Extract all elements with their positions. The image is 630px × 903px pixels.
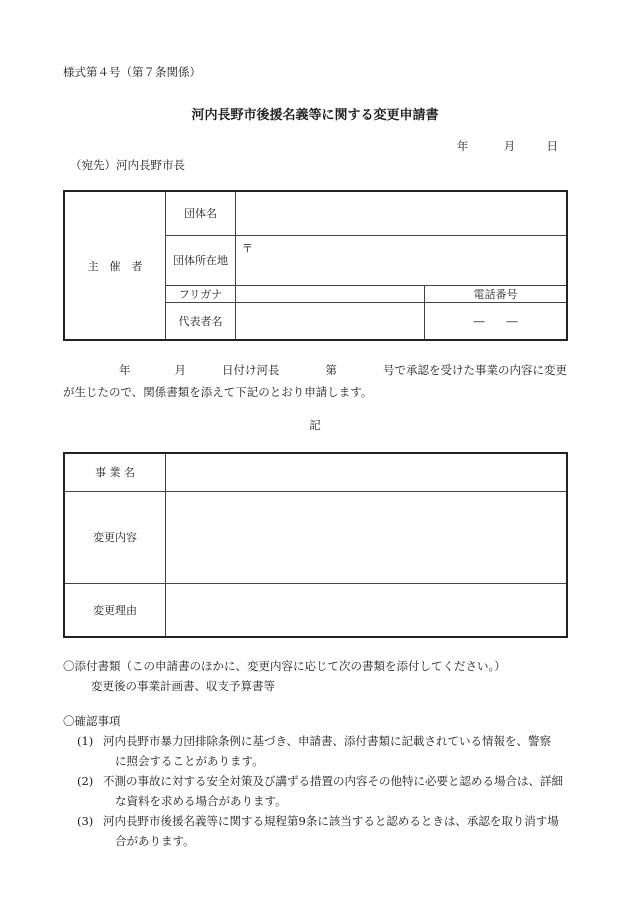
attachments-section: [63, 656, 568, 696]
project-name-label: 事 業 名: [64, 453, 166, 491]
form-number: 様式第４号（第７条関係）: [63, 65, 201, 79]
confirmation-item-1: [63, 731, 568, 771]
representative-field[interactable]: [235, 302, 424, 340]
confirmation-text-1a: 河内長野市暴力団排除条例に基づき、申請書、添付書類に記載されている情報を、警察: [103, 734, 552, 748]
phone-label: 電話番号: [424, 285, 567, 302]
confirmation-text-2a: 不測の事故に対する安全対策及び講ずる措置の内容その他特に必要と認める場合は、詳細: [103, 774, 563, 788]
confirmations-heading: 〇確認事項: [63, 714, 121, 728]
confirmation-item-3: [63, 811, 568, 851]
date-line: [457, 138, 558, 154]
group-address-field[interactable]: [235, 235, 567, 285]
phone-field[interactable]: ― ―: [424, 302, 567, 340]
confirmation-text-1b: に照会することがあります。: [115, 754, 264, 768]
confirmation-item-2: [63, 771, 568, 811]
confirmation-num-3: (3): [77, 814, 94, 828]
furigana-field[interactable]: [235, 285, 424, 302]
date-day-label: 日: [546, 139, 558, 153]
intro-number-prefix: 第: [325, 363, 337, 377]
confirmation-num-1: (1): [77, 734, 94, 748]
intro-paragraph: [63, 359, 568, 403]
change-content-field[interactable]: [166, 491, 567, 583]
change-reason-field[interactable]: [166, 583, 567, 637]
change-reason-label: 変更理由: [64, 583, 166, 637]
date-year-label: 年: [456, 139, 469, 153]
group-address-label: 団体所在地: [166, 235, 236, 285]
attachments-heading: 〇添付書類（この申請書のほかに、変更内容に応じて次の書類を添付してください。）: [63, 659, 506, 673]
group-name-field[interactable]: [235, 191, 567, 235]
confirmation-text-3a: 河内長野市後援名義等に関する規程第9条に該当すると認めるときは、承認を取り消す場: [103, 814, 559, 828]
representative-label: 代表者名: [166, 302, 236, 340]
confirmation-text-2b: な資料を求める場合があります。: [115, 794, 287, 808]
confirmation-text-3b: 合があります。: [115, 834, 195, 848]
confirmation-num-2: (2): [77, 774, 94, 788]
confirmations-section: [63, 711, 568, 851]
organizer-label: 主 催 者: [64, 191, 166, 340]
addressee: （宛先）河内長野市長: [70, 158, 185, 172]
intro-year: 年: [119, 363, 131, 377]
postal-mark: 〒: [241, 241, 253, 255]
attachments-item: 変更後の事業計画書、収支予算書等: [91, 679, 275, 693]
intro-text-1: 号で承認を受けた事業の内容に変更: [383, 363, 567, 377]
group-name-label: 団体名: [166, 191, 236, 235]
ki-heading: 記: [309, 418, 321, 432]
change-table: [63, 452, 568, 638]
intro-month: 月: [174, 363, 186, 377]
intro-text-2: が生じたので、関係書類を添えて下記のとおり申請します。: [63, 385, 373, 399]
intro-date-prefix: 日付け河長: [222, 363, 280, 377]
project-name-field[interactable]: [166, 453, 567, 491]
furigana-label: フリガナ: [166, 285, 236, 302]
document-title: 河内長野市後援名義等に関する変更申請書: [191, 108, 439, 123]
organizer-table: [63, 190, 568, 341]
date-month-label: 月: [503, 139, 516, 153]
change-content-label: 変更内容: [64, 491, 166, 583]
